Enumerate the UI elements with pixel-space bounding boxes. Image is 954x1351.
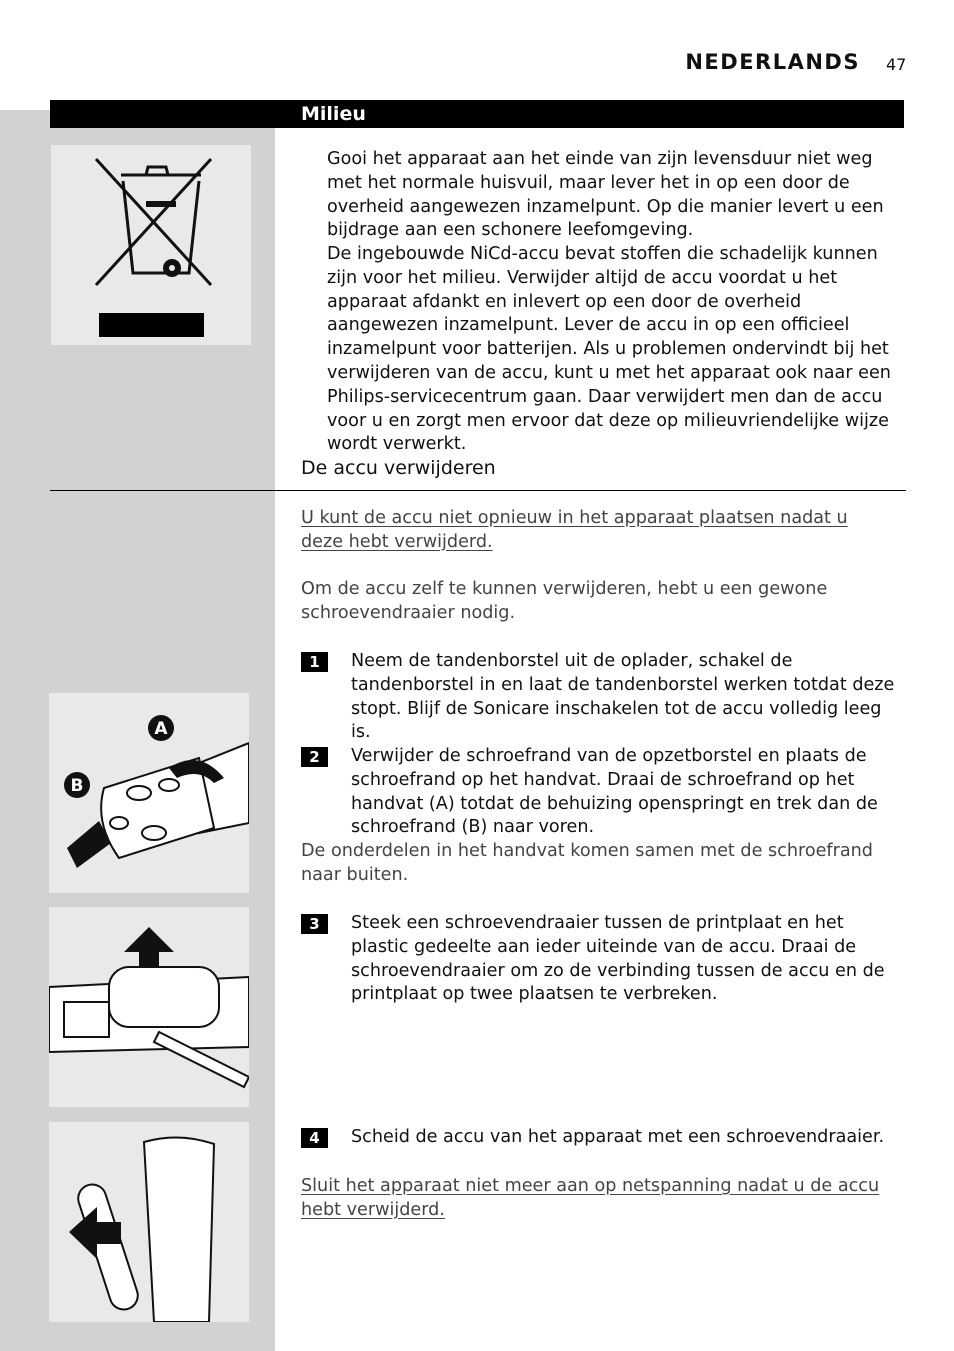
figure-unscrew-ring xyxy=(49,693,249,893)
step-text-3: Steek een schroevendraaier tussen de printplaat en het plastic gedeelte aan ieder uiteinde van de accu. Draai de schroevendraaier om zo de verbinding tussen de accu en de printplaat op twee plaatsen te verbreken. xyxy=(351,913,885,1005)
environment-paragraph-1: Gooi het apparaat aan het einde van zijn levensduur niet weg met het normale huisvuil, maar lever het in op een door de overheid aangewezen inzamelpunt. Op die manier levert u een bijdrage aan een schonere leefomgeving. xyxy=(327,149,884,241)
step-text-2: Verwijder de schroefrand van de opzetborstel en plaats de schroefrand op het handvat. Draai de schroefrand op het handvat (A) totdat de behuizing openspringt en trek dan de schroefrand (B) naar voren. xyxy=(351,746,878,838)
warning-reinsert: U kunt de accu niet opnieuw in het apparaat plaatsen nadat u deze hebt verwijderd. xyxy=(301,508,848,552)
wee-image xyxy=(51,145,251,345)
step-number-3: 3 xyxy=(301,914,328,934)
section-title-remove-battery: De accu verwijderen xyxy=(301,457,496,479)
image-pointer xyxy=(249,913,273,937)
step-text-1: Neem de tandenborstel uit de oplader, schakel de tandenborstel in en laat de tandenborstel werken totdat deze stopt. Blijf de Sonicare inschakelen tot de accu volledig leeg is. xyxy=(351,651,895,743)
warning-mains: Sluit het apparaat niet meer aan op netspanning nadat u de accu hebt verwijderd. xyxy=(301,1176,880,1220)
figure-break-connection xyxy=(49,907,249,1107)
section-divider xyxy=(50,490,906,491)
step-number-1: 1 xyxy=(301,652,328,672)
intro-screwdriver: Om de accu zelf te kunnen verwijderen, hebt u een gewone schroevendraaier nodig. xyxy=(301,579,828,623)
crossed-out-wheelie-bin-icon xyxy=(51,145,251,345)
section-title-milieu: Milieu xyxy=(301,103,366,125)
section-bar xyxy=(50,100,904,128)
figure-separate-battery xyxy=(49,1122,249,1322)
image-pointer xyxy=(249,745,273,769)
page-number: 47 xyxy=(886,55,907,74)
step-2-note: De onderdelen in het handvat komen samen met de schroefrand naar buiten. xyxy=(301,841,873,885)
environment-paragraph-2: De ingebouwde NiCd-accu bevat stoffen die schadelijk kunnen zijn voor het milieu. Verwijder altijd de accu voordat u het apparaat afdankt en inlevert op een door de overheid aangewezen inzamelpunt. Lever de accu in op een officieel inzamelpunt voor batterijen. Als u problemen ondervindt bij het verwijderen van de accu, kunt u met het apparaat ook naar een Philips-servicecentrum gaan. Daar verwijdert men dan de accu voor u en zorgt men ervoor dat deze op milieuvriendelijke wijze wordt verwerkt. xyxy=(327,244,891,455)
language-header: NEDERLANDS xyxy=(685,50,860,74)
step-number-2: 2 xyxy=(301,747,328,767)
step-text-4: Scheid de accu van het apparaat met een schroevendraaier. xyxy=(351,1127,885,1147)
label-a: A xyxy=(154,719,168,739)
step-number-4: 4 xyxy=(301,1128,328,1148)
label-b: B xyxy=(70,776,84,796)
image-pointer xyxy=(251,145,275,169)
image-pointer xyxy=(249,1128,273,1152)
